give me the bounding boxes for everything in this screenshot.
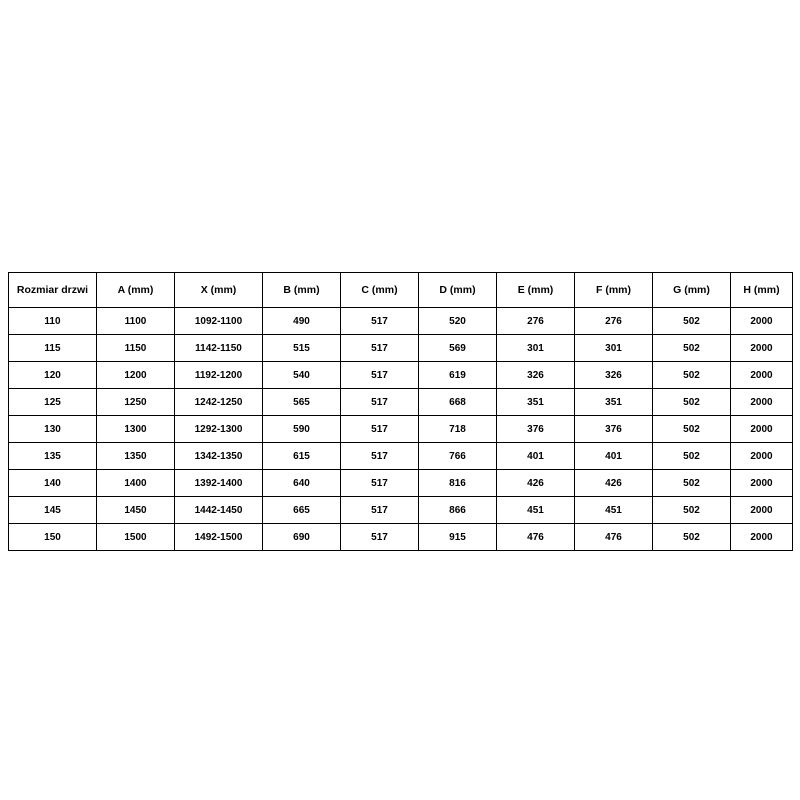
table-cell: 376 [575, 416, 653, 443]
table-cell: 502 [653, 443, 731, 470]
table-cell: 1400 [97, 470, 175, 497]
table-cell: 130 [9, 416, 97, 443]
table-cell: 517 [341, 443, 419, 470]
table-cell: 517 [341, 308, 419, 335]
table-cell: 2000 [731, 389, 793, 416]
table-cell: 2000 [731, 416, 793, 443]
table-cell: 426 [575, 470, 653, 497]
column-header: Rozmiar drzwi [9, 273, 97, 308]
column-header: G (mm) [653, 273, 731, 308]
column-header: E (mm) [497, 273, 575, 308]
table-cell: 1142-1150 [175, 335, 263, 362]
table-cell: 451 [575, 497, 653, 524]
column-header: A (mm) [97, 273, 175, 308]
table-cell: 640 [263, 470, 341, 497]
table-cell: 569 [419, 335, 497, 362]
table-cell: 426 [497, 470, 575, 497]
specification-table-container [8, 272, 792, 551]
table-row [9, 362, 793, 389]
table-cell: 2000 [731, 497, 793, 524]
table-cell: 2000 [731, 470, 793, 497]
table-cell: 2000 [731, 443, 793, 470]
table-cell: 110 [9, 308, 97, 335]
column-header: X (mm) [175, 273, 263, 308]
table-cell: 451 [497, 497, 575, 524]
table-header-row [9, 273, 793, 308]
table-cell: 517 [341, 470, 419, 497]
table-cell: 502 [653, 524, 731, 551]
table-cell: 1192-1200 [175, 362, 263, 389]
table-cell: 351 [575, 389, 653, 416]
column-header: F (mm) [575, 273, 653, 308]
table-cell: 326 [497, 362, 575, 389]
table-cell: 140 [9, 470, 97, 497]
table-cell: 766 [419, 443, 497, 470]
table-cell: 866 [419, 497, 497, 524]
table-cell: 1100 [97, 308, 175, 335]
table-cell: 615 [263, 443, 341, 470]
table-cell: 1242-1250 [175, 389, 263, 416]
table-cell: 1150 [97, 335, 175, 362]
table-cell: 2000 [731, 524, 793, 551]
table-cell: 1092-1100 [175, 308, 263, 335]
table-row [9, 524, 793, 551]
table-cell: 517 [341, 497, 419, 524]
table-cell: 1300 [97, 416, 175, 443]
table-cell: 1492-1500 [175, 524, 263, 551]
table-cell: 476 [497, 524, 575, 551]
table-cell: 2000 [731, 362, 793, 389]
table-cell: 517 [341, 524, 419, 551]
column-header: H (mm) [731, 273, 793, 308]
table-cell: 502 [653, 335, 731, 362]
table-cell: 1500 [97, 524, 175, 551]
table-cell: 276 [497, 308, 575, 335]
table-cell: 401 [575, 443, 653, 470]
table-cell: 915 [419, 524, 497, 551]
table-cell: 1250 [97, 389, 175, 416]
table-cell: 517 [341, 362, 419, 389]
table-cell: 1442-1450 [175, 497, 263, 524]
column-header: D (mm) [419, 273, 497, 308]
table-cell: 1450 [97, 497, 175, 524]
table-cell: 520 [419, 308, 497, 335]
table-row [9, 443, 793, 470]
table-cell: 351 [497, 389, 575, 416]
table-cell: 2000 [731, 335, 793, 362]
table-cell: 590 [263, 416, 341, 443]
table-cell: 376 [497, 416, 575, 443]
column-header: C (mm) [341, 273, 419, 308]
table-cell: 517 [341, 416, 419, 443]
table-cell: 619 [419, 362, 497, 389]
table-cell: 502 [653, 416, 731, 443]
table-row [9, 389, 793, 416]
table-cell: 1350 [97, 443, 175, 470]
table-cell: 690 [263, 524, 341, 551]
table-cell: 120 [9, 362, 97, 389]
table-cell: 2000 [731, 308, 793, 335]
table-cell: 816 [419, 470, 497, 497]
column-header: B (mm) [263, 273, 341, 308]
table-row [9, 470, 793, 497]
table-cell: 1392-1400 [175, 470, 263, 497]
table-cell: 125 [9, 389, 97, 416]
table-cell: 502 [653, 308, 731, 335]
table-row [9, 497, 793, 524]
table-cell: 1342-1350 [175, 443, 263, 470]
table-cell: 517 [341, 389, 419, 416]
table-row [9, 335, 793, 362]
table-cell: 301 [497, 335, 575, 362]
table-cell: 150 [9, 524, 97, 551]
table-cell: 135 [9, 443, 97, 470]
table-cell: 1292-1300 [175, 416, 263, 443]
table-cell: 502 [653, 389, 731, 416]
table-cell: 665 [263, 497, 341, 524]
table-cell: 276 [575, 308, 653, 335]
table-cell: 517 [341, 335, 419, 362]
table-row [9, 308, 793, 335]
table-cell: 326 [575, 362, 653, 389]
table-cell: 668 [419, 389, 497, 416]
table-cell: 718 [419, 416, 497, 443]
table-cell: 115 [9, 335, 97, 362]
table-cell: 476 [575, 524, 653, 551]
table-cell: 490 [263, 308, 341, 335]
table-cell: 515 [263, 335, 341, 362]
table-cell: 301 [575, 335, 653, 362]
table-row [9, 416, 793, 443]
table-cell: 565 [263, 389, 341, 416]
table-cell: 540 [263, 362, 341, 389]
table-cell: 145 [9, 497, 97, 524]
table-cell: 401 [497, 443, 575, 470]
table-cell: 502 [653, 470, 731, 497]
table-cell: 1200 [97, 362, 175, 389]
table-cell: 502 [653, 362, 731, 389]
table-cell: 502 [653, 497, 731, 524]
door-size-specification-table [8, 272, 793, 551]
